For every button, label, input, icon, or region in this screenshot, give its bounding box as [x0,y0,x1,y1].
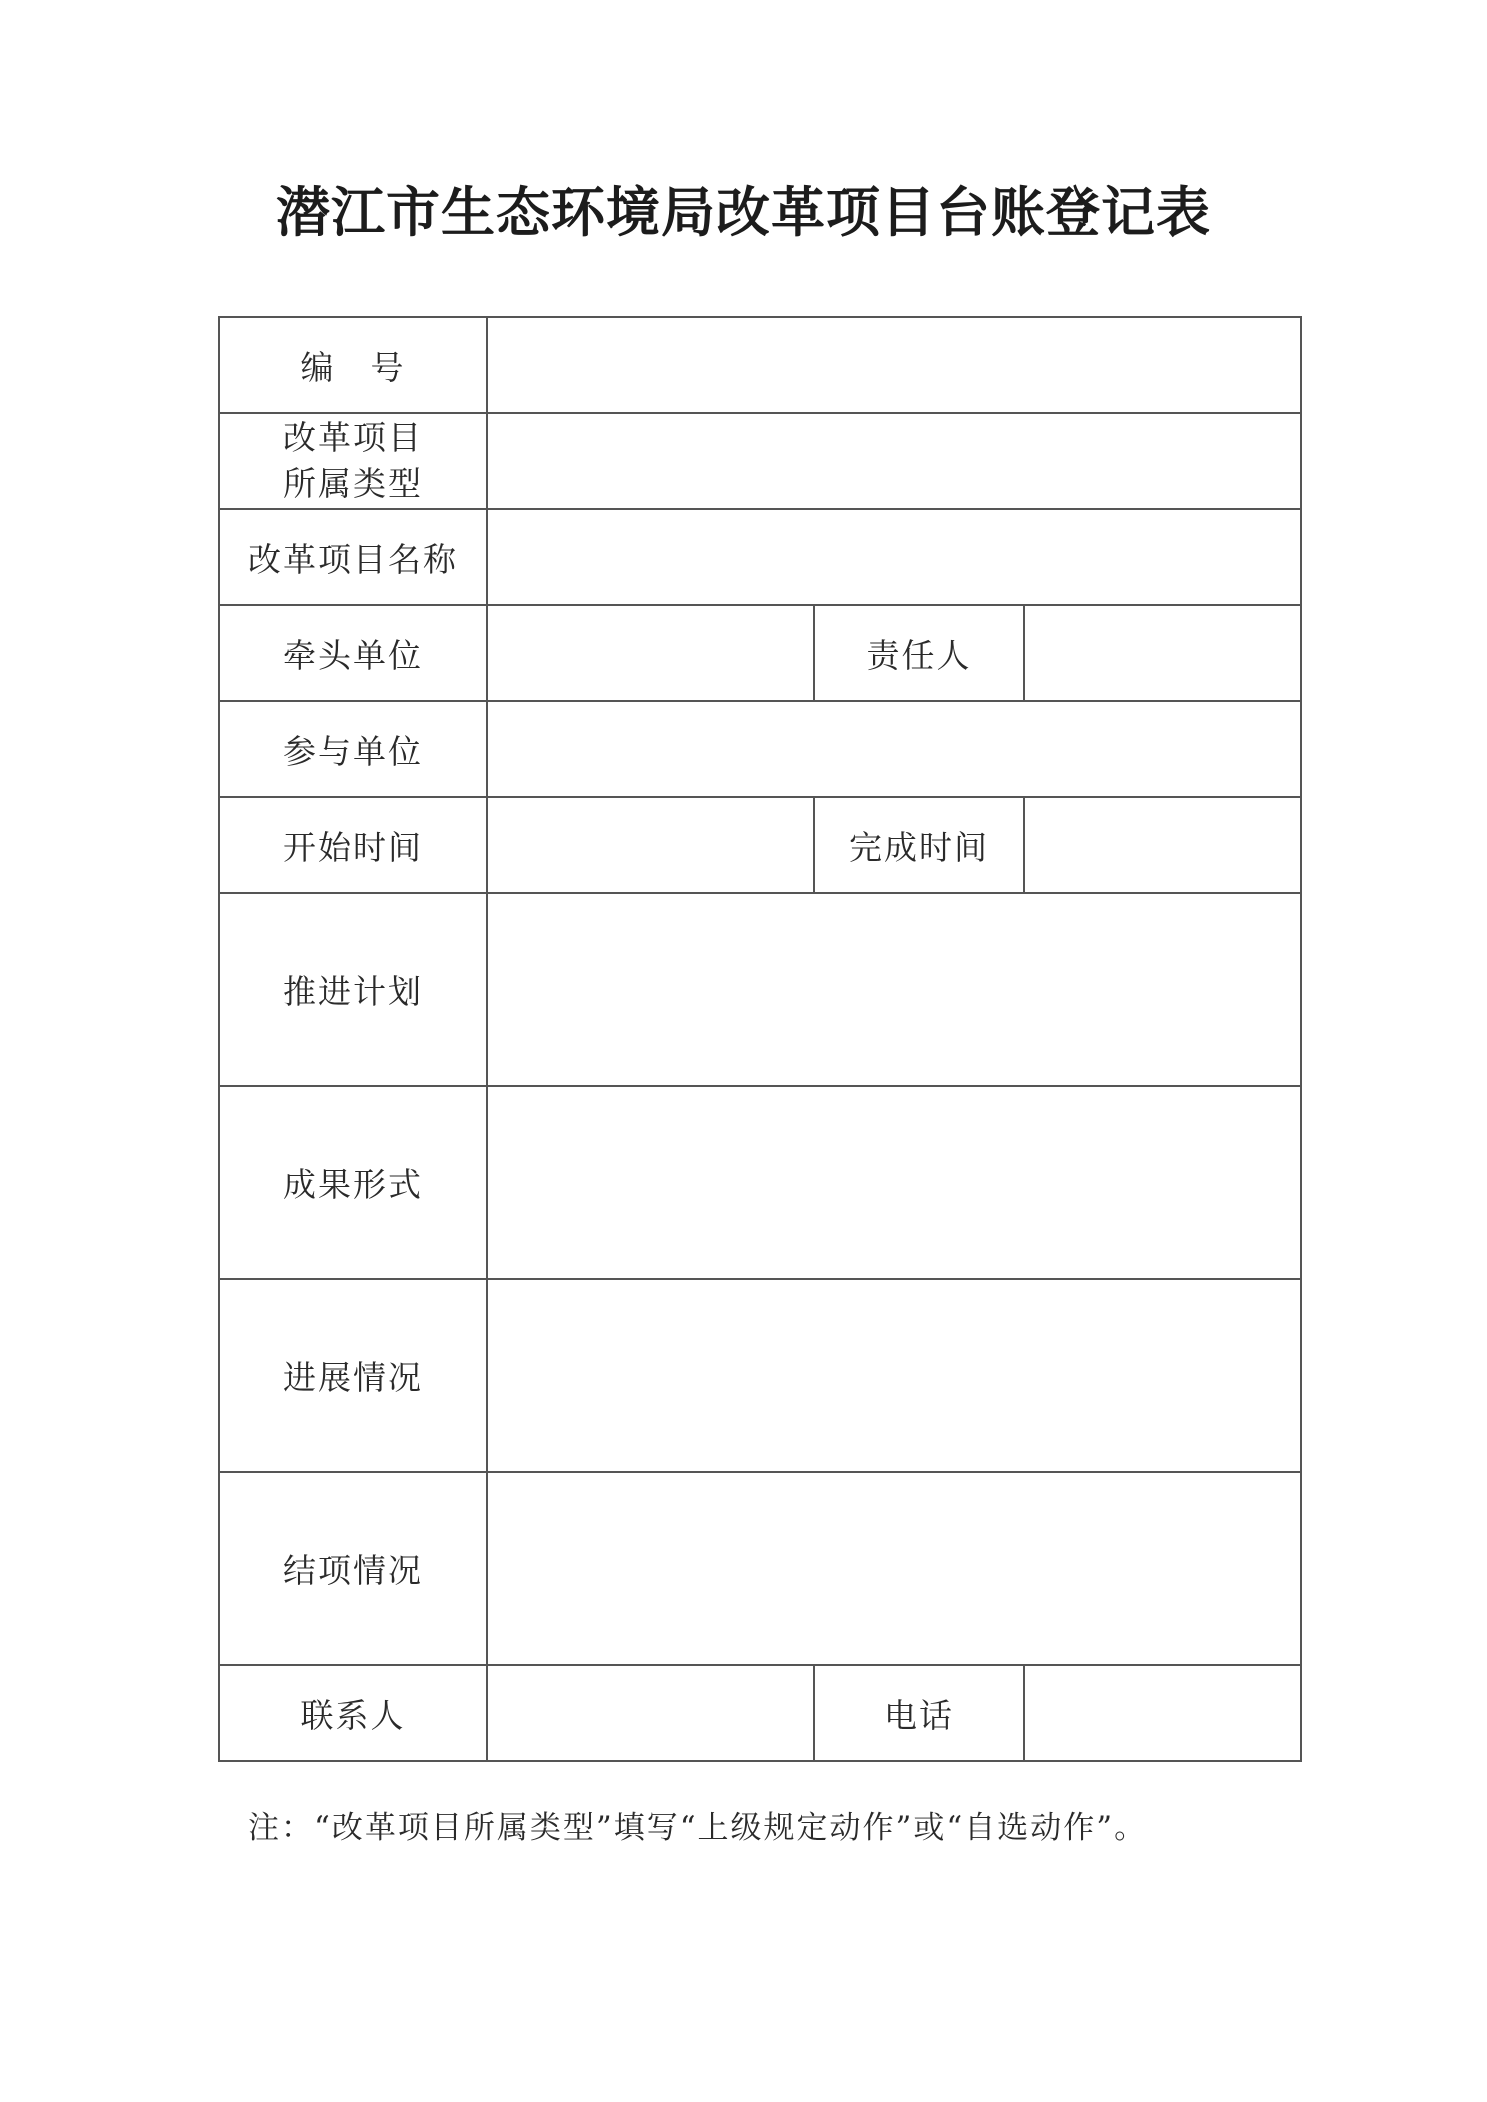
label-contact: 联系人 [219,1665,487,1761]
registration-form-table [218,316,1302,1762]
label-bianhao: 编 号 [219,317,487,413]
form-row-closing [219,1472,1301,1665]
field-bianhao[interactable] [487,317,1301,413]
form-row-name [219,509,1301,605]
label-project-type-line1: 改革项目 [283,418,423,457]
form-row-bianhao [219,317,1301,413]
field-project-type[interactable] [487,413,1301,509]
field-responsible[interactable] [1024,605,1301,701]
field-phone[interactable] [1024,1665,1301,1761]
field-start-time[interactable] [487,797,814,893]
label-finish-time: 完成时间 [814,797,1024,893]
label-plan: 推进计划 [219,893,487,1086]
label-phone: 电话 [814,1665,1024,1761]
form-row-contact [219,1665,1301,1761]
label-closing: 结项情况 [219,1472,487,1665]
form-row-result [219,1086,1301,1279]
label-progress: 进展情况 [219,1279,487,1472]
field-participant-unit[interactable] [487,701,1301,797]
form-row-progress [219,1279,1301,1472]
form-row-participant [219,701,1301,797]
field-finish-time[interactable] [1024,797,1301,893]
field-result-form[interactable] [487,1086,1301,1279]
form-row-plan [219,893,1301,1086]
label-project-name: 改革项目名称 [219,509,487,605]
label-lead-unit: 牵头单位 [219,605,487,701]
form-row-type [219,413,1301,509]
label-result-form: 成果形式 [219,1086,487,1279]
field-closing[interactable] [487,1472,1301,1665]
form-row-time [219,797,1301,893]
label-project-type [219,413,487,509]
field-progress[interactable] [487,1279,1301,1472]
field-contact[interactable] [487,1665,814,1761]
footnote: 注：“改革项目所属类型”填写“上级规定动作”或“自选动作”。 [248,1810,1148,1846]
label-responsible: 责任人 [814,605,1024,701]
field-project-name[interactable] [487,509,1301,605]
label-participant-unit: 参与单位 [219,701,487,797]
label-start-time: 开始时间 [219,797,487,893]
label-project-type-line2: 所属类型 [283,464,423,503]
page-title: 潜江市生态环境局改革项目台账登记表 [276,180,1211,244]
form-row-lead [219,605,1301,701]
field-plan[interactable] [487,893,1301,1086]
field-lead-unit[interactable] [487,605,814,701]
